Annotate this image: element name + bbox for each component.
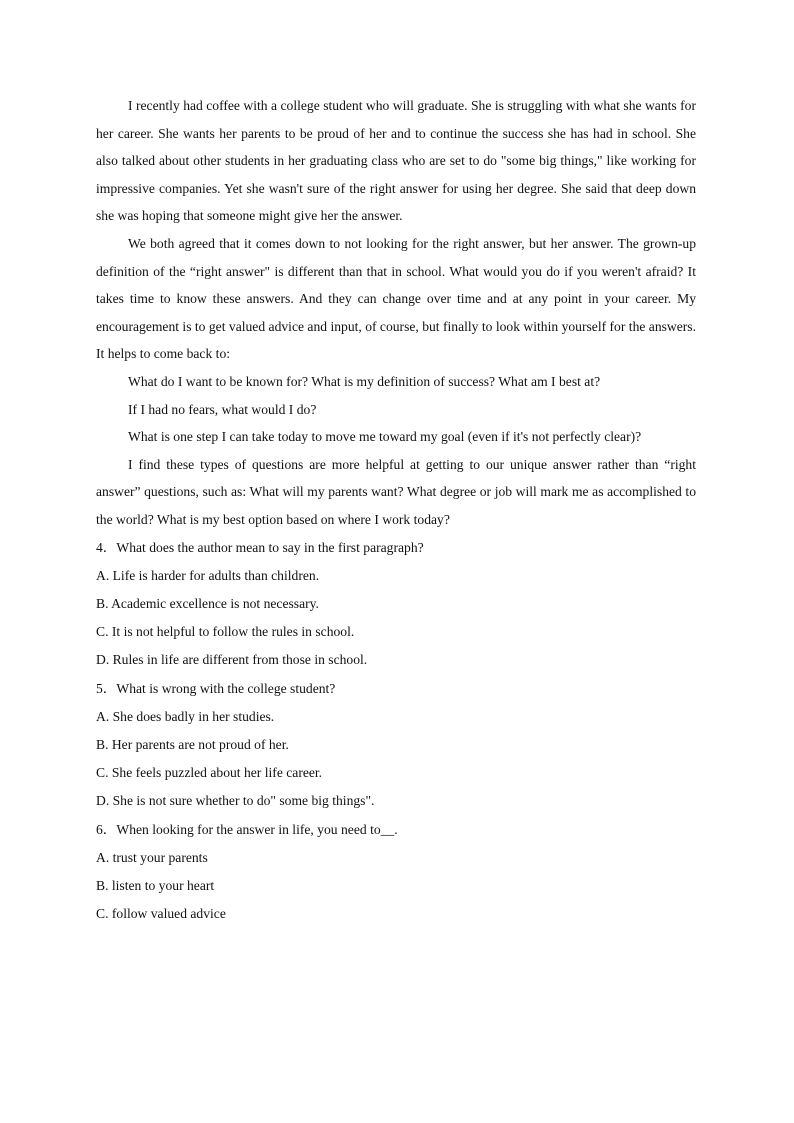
question-6: [96, 816, 696, 929]
question-stem: 5．What is wrong with the college student?: [96, 680, 336, 696]
reflection-question-2: If I had no fears, what would I do?: [128, 401, 317, 417]
option-c: C. She feels puzzled about her life career.: [96, 765, 323, 781]
option-b: B. Her parents are not proud of her.: [96, 736, 289, 752]
option-a: A. trust your parents: [96, 849, 208, 865]
question-5: [96, 675, 696, 816]
question-4: [96, 534, 696, 675]
option-d: D. Rules in life are different from those in school.: [96, 652, 368, 668]
option-d: D. She is not sure whether to do" some big things".: [96, 793, 375, 809]
passage-paragraph-2: We both agreed that it comes down to not looking for the right answer, but her answer. The grown-up definition of the “right answer" is different than that in school. What would you do if you weren't afraid? It takes time to know these answers. And they can change over time and at any point in your career. My encouragement is to get valued advice and input, of course, but finally to look within yourself for the answers. It helps to come back to:: [96, 235, 696, 362]
option-a: A. She does badly in her studies.: [96, 708, 275, 724]
reflection-question-3: What is one step I can take today to move me toward my goal (even if it's not perfectly clear)?: [128, 429, 642, 445]
option-b: B. Academic excellence is not necessary.: [96, 595, 319, 611]
option-c: C. It is not helpful to follow the rules in school.: [96, 624, 355, 640]
option-c: C. follow valued advice: [96, 906, 226, 922]
question-stem: 4．What does the author mean to say in the first paragraph?: [96, 539, 424, 555]
reflection-question-1: What do I want to be known for? What is my definition of success? What am I best at?: [128, 373, 601, 389]
passage-paragraph-3: I find these types of questions are more helpful at getting to our unique answer rather than “right answer” questions, such as: What will my parents want? What degree or job will mark me as accomplished to the world? What is my best option based on where I work today?: [96, 456, 696, 527]
passage-paragraph-1: I recently had coffee with a college student who will graduate. She is struggling with what she wants for her career. She wants her parents to be proud of her and to continue the success she has had in school. She also talked about other students in her graduating class who are set to do "some big things," like working for impressive companies. Yet she wasn't sure of the right answer for using her degree. She said that deep down she was hoping that someone might give her the answer.: [96, 98, 696, 224]
document-page: [96, 92, 696, 928]
option-a: A. Life is harder for adults than children.: [96, 567, 320, 583]
question-stem: 6．When looking for the answer in life, you need to__.: [96, 821, 398, 837]
option-b: B. listen to your heart: [96, 877, 215, 893]
